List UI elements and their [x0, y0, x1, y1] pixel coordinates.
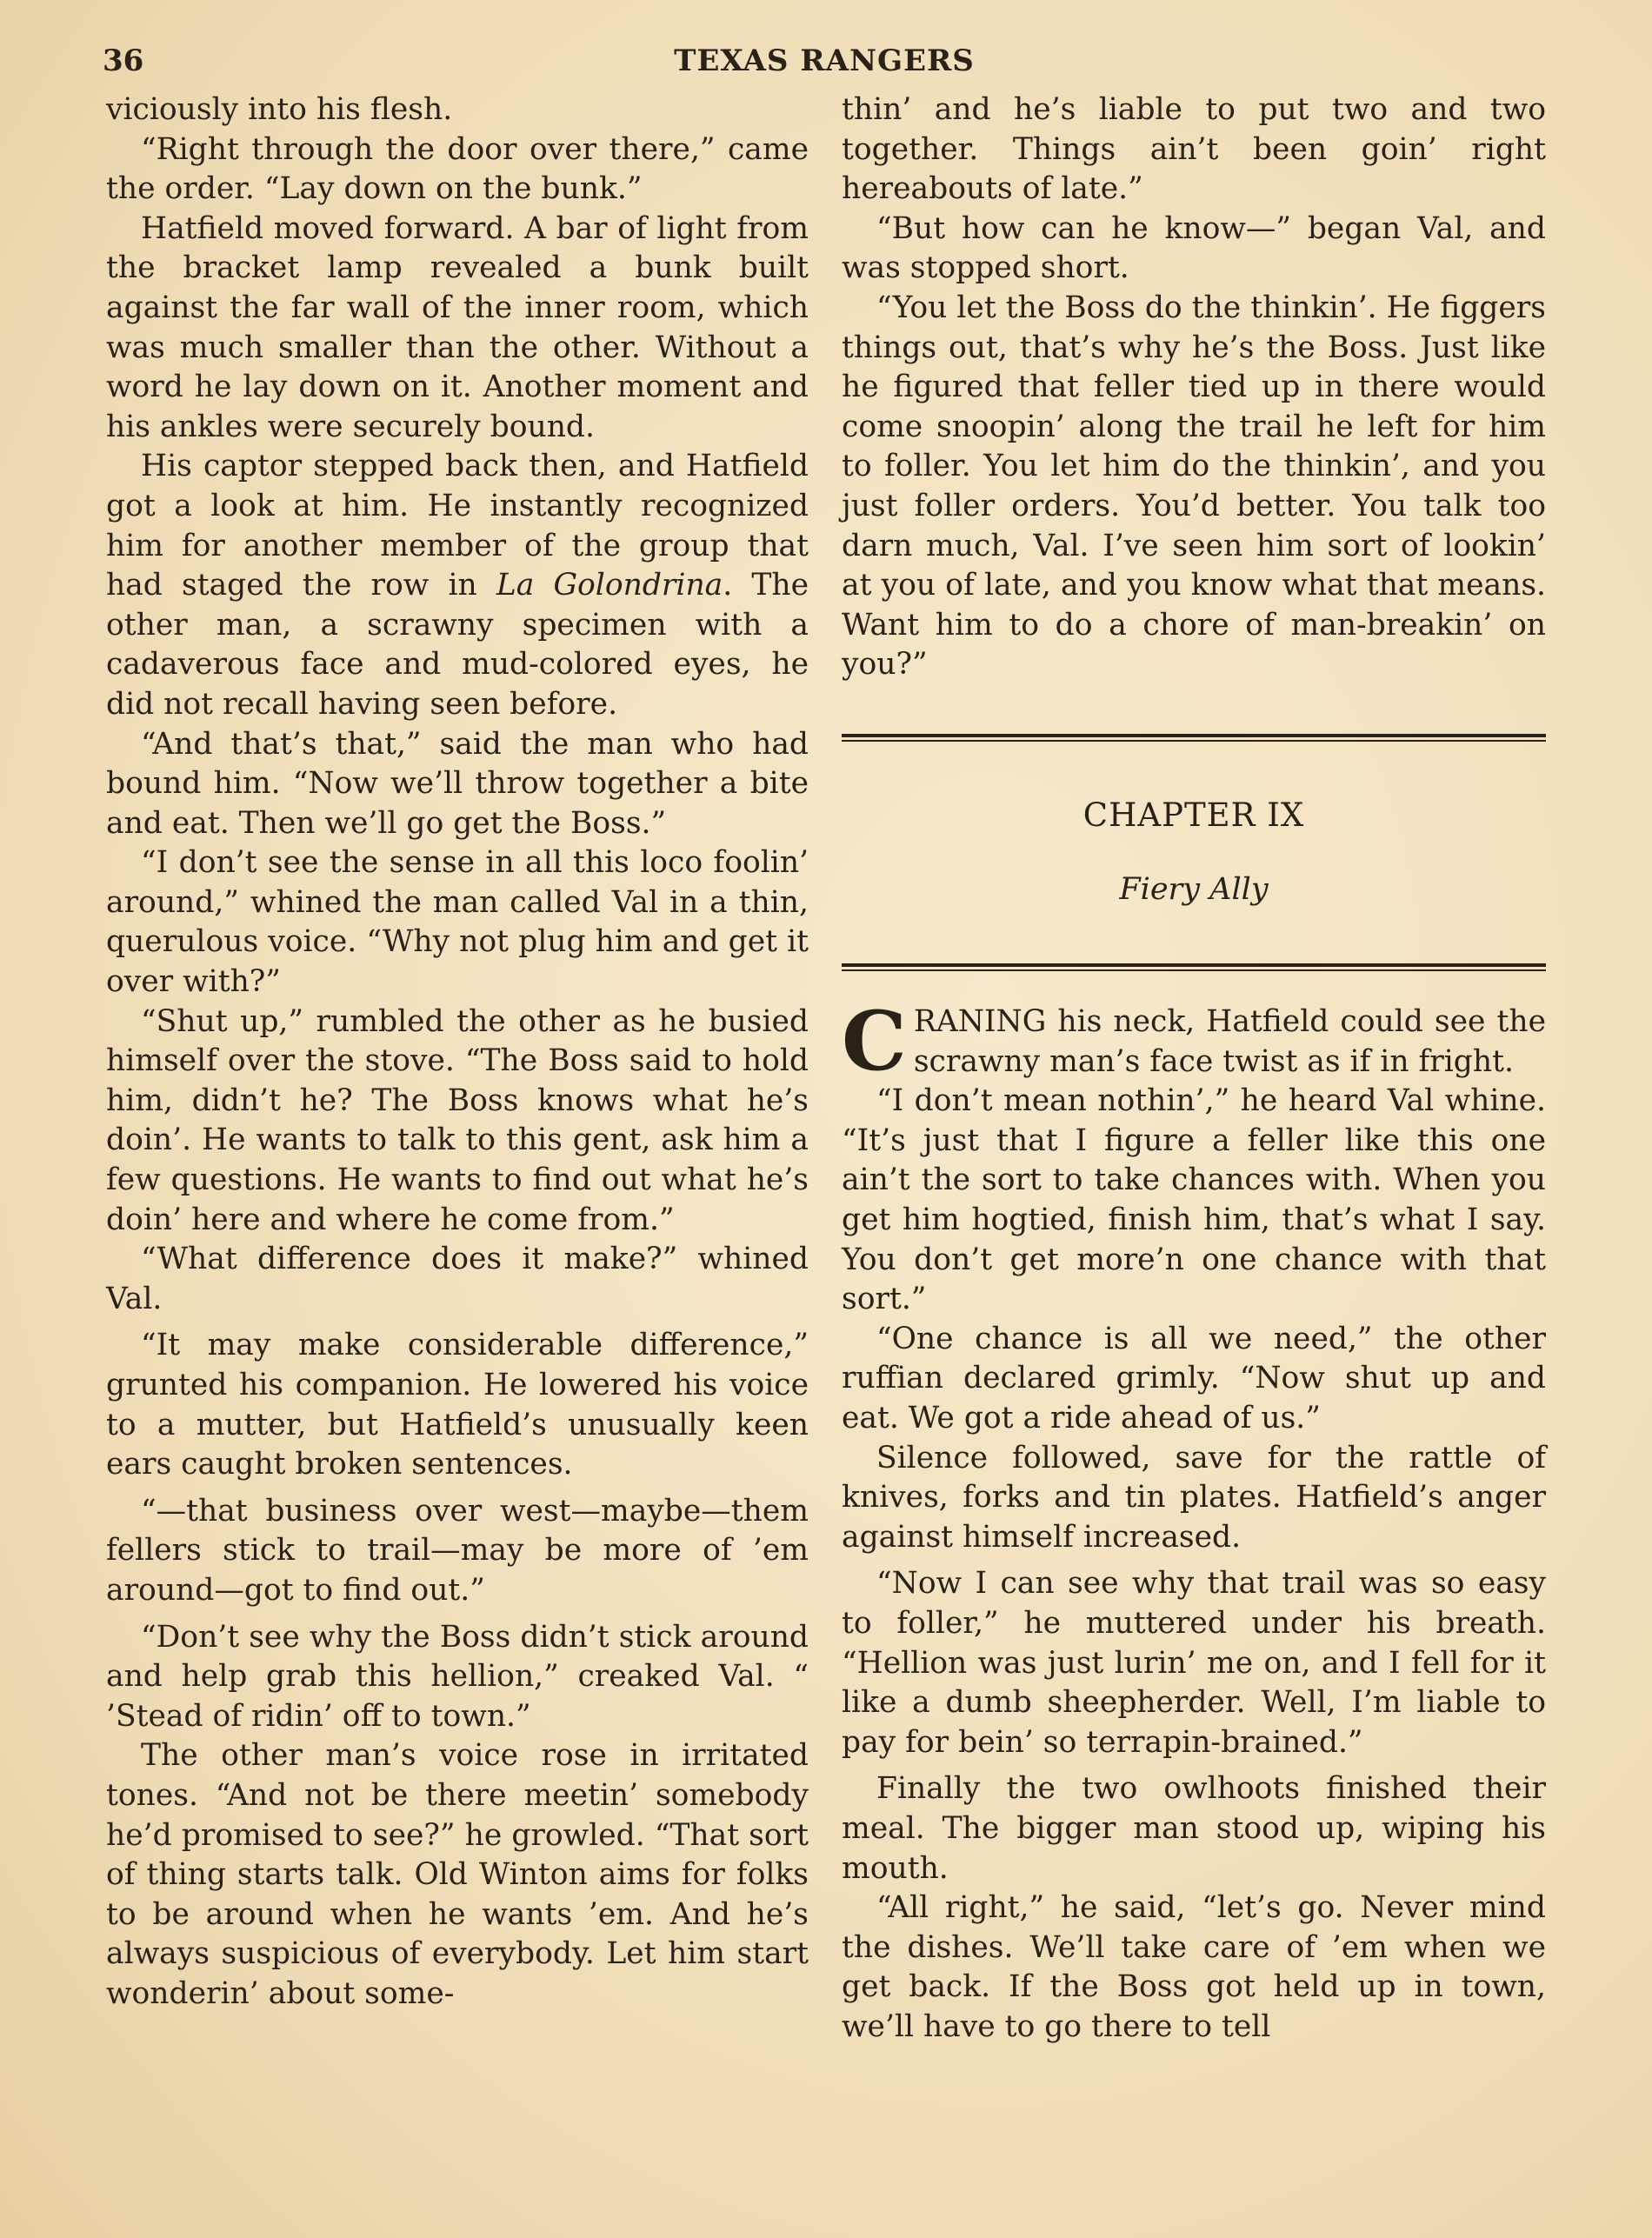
paragraph: The other man’s voice rose in irritated tones. “And not be there meetin’ somebody he’d promised to see?” he growled. “That sort of thing starts talk. Old Winton aims for folks to be around when he wants ’em. And he’s always suspicious of everybody. Let him start wonderin’ about some-	[106, 1738, 809, 2011]
page-number: 36	[103, 43, 144, 78]
paragraph: “Shut up,” rumbled the other as he busied himself over the stove. “The Boss said to hold him, didn’t he? The Boss knows what he’s doin’. He wants to talk to this gent, ask him a few questions. He wants to find out what he’s doin’ here and where he come from.”	[106, 1003, 809, 1237]
running-head: TEXAS RANGERS	[674, 43, 975, 78]
paragraph	[842, 994, 1546, 1090]
paragraph: “Right through the door over there,” came the order. “Lay down on the bunk.”	[106, 131, 809, 207]
paragraph-text: RANING his neck, Hatfield could see the scrawny man’s face twist as if in fright.	[913, 1004, 1546, 1079]
paragraph: “All right,” he said, “let’s go. Never mind the dishes. We’ll take care of ’em when we get back. If the Boss got held up in town, we’ll have to go there to tell	[842, 1890, 1546, 2044]
paragraph: Hatfield moved forward. A bar of light from the bracket lamp revealed a bunk built against the far wall of the inner room, which was much smaller than the other. Without a word he lay down on it. Another moment and his ankles were securely bound.	[106, 210, 809, 444]
chapter-number: CHAPTER IX	[1082, 796, 1305, 834]
paragraph: “And that’s that,” said the man who had bound him. “Now we’ll throw together a bite and eat. Then we’ll go get the Boss.”	[106, 726, 809, 841]
paragraph-text: . The other man, a scrawny specimen with a cadaverous face and mud-colored eyes, he did not recall having seen before.	[106, 568, 809, 722]
paragraph: “It may make considerable difference,” grunted his companion. He lowered his voice to a mutter, but Hatfield’s unusually keen ears caught broken sentences.	[106, 1328, 809, 1482]
paragraph: “You let the Boss do the thinkin’. He figgers things out, that’s why he’s the Boss. Just like he figured that feller tied up in there would come snoopin’ along the trail he left for him to foller. You let him do the thinkin’, and you just foller orders. You’d better. You talk too darn much, Val. I’ve seen him sort of lookin’ at you of late, and you know what that means. Want him to do a chore of man-breakin’ on you?”	[842, 290, 1546, 683]
paragraph: “I don’t see the sense in all this loco foolin’ around,” whined the man called Val in a thin, querulous voice. “Why not plug him and get it over with?”	[106, 845, 809, 1000]
chapter-bottom-rule	[842, 963, 1546, 971]
drop-cap: C	[842, 994, 907, 1090]
paragraph: “What difference does it make?” whined Val.	[106, 1242, 809, 1316]
paragraph: Silence followed, save for the rattle of knives, forks and tin plates. Hatfield’s anger against himself increased.	[842, 1440, 1546, 1555]
paragraph: “I don’t mean nothin’,” he heard Val whine. “It’s just that I figure a feller like this one ain’t the sort to take chances with. When you get him hogtied, finish him, that’s what I say. You don’t get more’n one chance with that sort.”	[842, 1083, 1546, 1317]
paragraph: “Now I can see why that trail was so easy to foller,” he muttered under his breath. “Hellion was just lurin’ me on, and I fell for it like a dumb sheepherder. Well, I’m liable to pay for bein’ so terrapin-brained.”	[842, 1566, 1546, 1760]
paragraph: thin’ and he’s liable to put two and two together. Things ain’t been goin’ right hereabouts of late.”	[842, 92, 1546, 207]
paragraph: viciously into his flesh.	[106, 92, 453, 127]
chapter-title: Fiery Ally	[1119, 871, 1269, 907]
page-header	[103, 43, 1546, 87]
paragraph: Finally the two owlhoots finished their meal. The bigger man stood up, wiping his mouth.	[842, 1771, 1546, 1886]
paragraph: “—that business over west—maybe—them fellers stick to trail—may be more of ’em around—got to find out.”	[106, 1493, 809, 1608]
paragraph: “Don’t see why the Boss didn’t stick around and help grab this hellion,” creaked Val. “ ’Stead of ridin’ off to town.”	[106, 1619, 809, 1734]
chapter-top-rule	[842, 734, 1546, 742]
paragraph: “But how can he know—” began Val, and was stopped short.	[842, 210, 1546, 286]
chapter-heading	[842, 796, 1546, 909]
paragraph: “One chance is all we need,” the other ruffian declared grimly. “Now shut up and eat. We got a ride ahead of us.”	[842, 1321, 1546, 1436]
paragraph	[106, 447, 809, 724]
right-column	[842, 90, 1546, 2048]
left-column	[106, 90, 809, 2015]
paragraph-text: His captor stepped back then, and Hatfield got a look at him. He instantly recognized him for another member of the group that had staged the row in	[106, 449, 809, 603]
place-name: La Golondrina	[496, 568, 723, 603]
